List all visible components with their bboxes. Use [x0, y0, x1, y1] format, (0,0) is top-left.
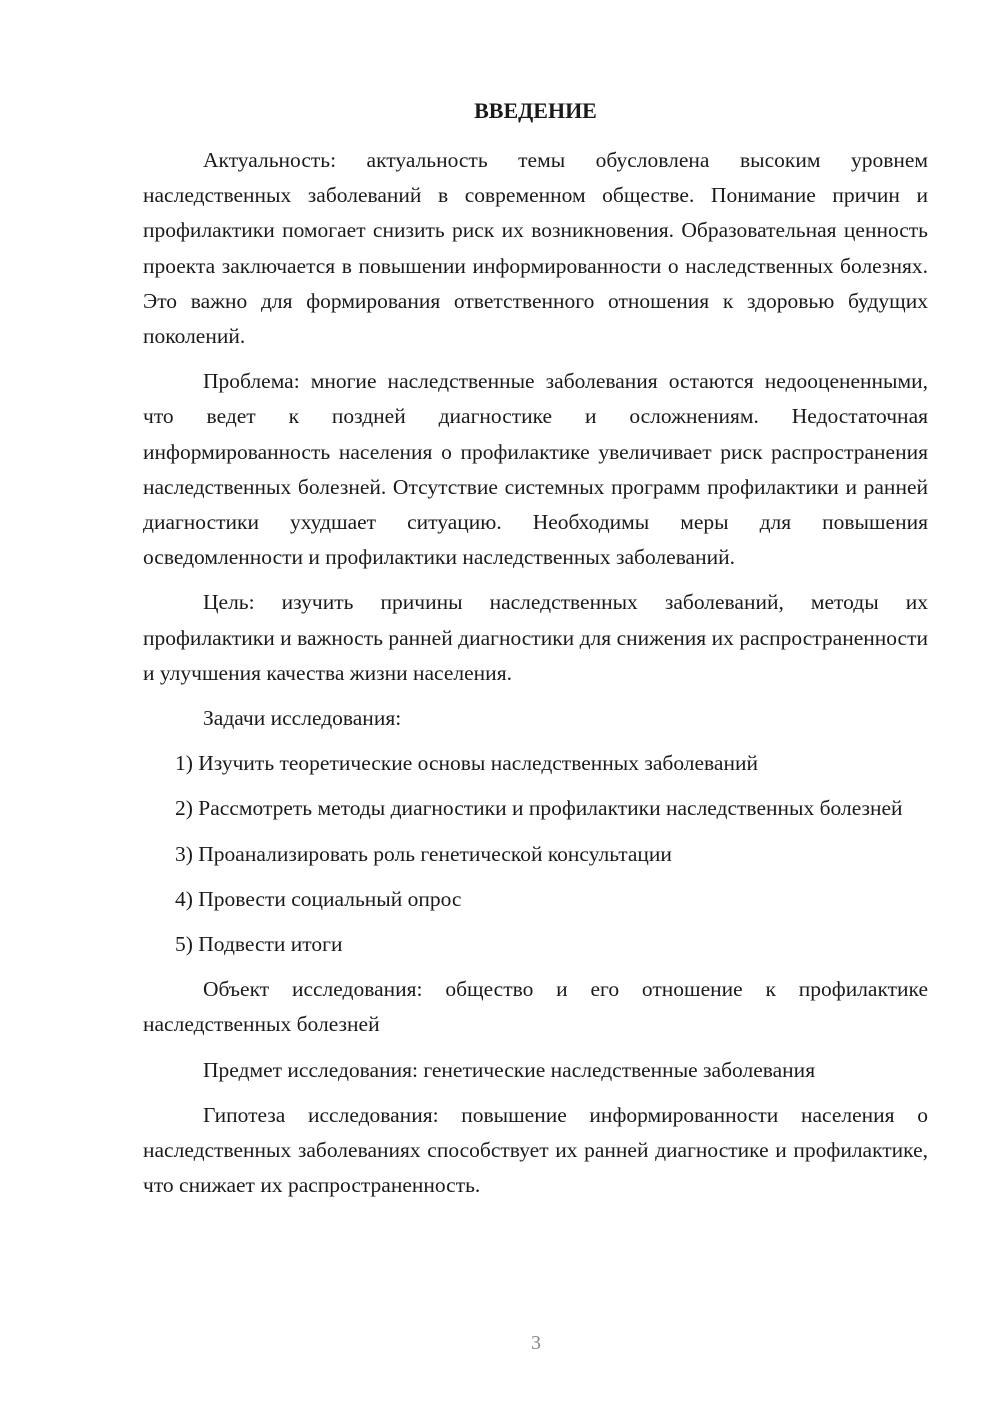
document-body — [143, 143, 928, 1213]
task-item-2: 2) Рассмотреть методы диагностики и профилактики наследственных болезней — [175, 796, 903, 821]
page-title: ВВЕДЕНИЕ — [474, 98, 597, 123]
task-item-5: 5) Подвести итоги — [175, 932, 343, 957]
problem-paragraph: Проблема: многие наследственные заболевания остаются недооцененными, что ведет к поздней диагностике и осложнениям. Недостаточная информированность населения о профилактике увеличивает риск распространения наследственных болезней. Отсутствие системных программ профилактики и ранней диагностики ухудшает ситуацию. Необходимы меры для повышения осведомленности и профилактики наследственных заболеваний. — [143, 369, 928, 570]
object-paragraph: Объект исследования: общество и его отношение к профилактике наследственных болезней — [143, 977, 928, 1037]
subject-paragraph: Предмет исследования: генетические наследственные заболевания — [203, 1057, 816, 1082]
task-item-4: 4) Провести социальный опрос — [175, 886, 462, 911]
task-item-1: 1) Изучить теоретические основы наследственных заболеваний — [175, 751, 758, 776]
relevance-paragraph: Актуальность: актуальность темы обусловлена высоким уровнем наследственных заболеваний в современном обществе. Понимание причин и профилактики помогает снизить риск их возникновения. Образовательная ценность проекта заключается в повышении информированности о наследственных болезнях. Это важно для формирования ответственного отношения к здоровью будущих поколений. — [143, 148, 928, 349]
hypothesis-paragraph: Гипотеза исследования: повышение информированности населения о наследственных заболеваниях способствует их ранней диагностике и профилактике, что снижает их распространенность. — [143, 1102, 928, 1198]
goal-paragraph: Цель: изучить причины наследственных заболеваний, методы их профилактики и важность ранней диагностики для снижения их распространенности и улучшения качества жизни населения. — [143, 590, 928, 685]
task-item-3: 3) Проанализировать роль генетической консультации — [175, 841, 672, 866]
page-number: 3 — [531, 1332, 541, 1354]
tasks-heading: Задачи исследования: — [203, 706, 402, 731]
